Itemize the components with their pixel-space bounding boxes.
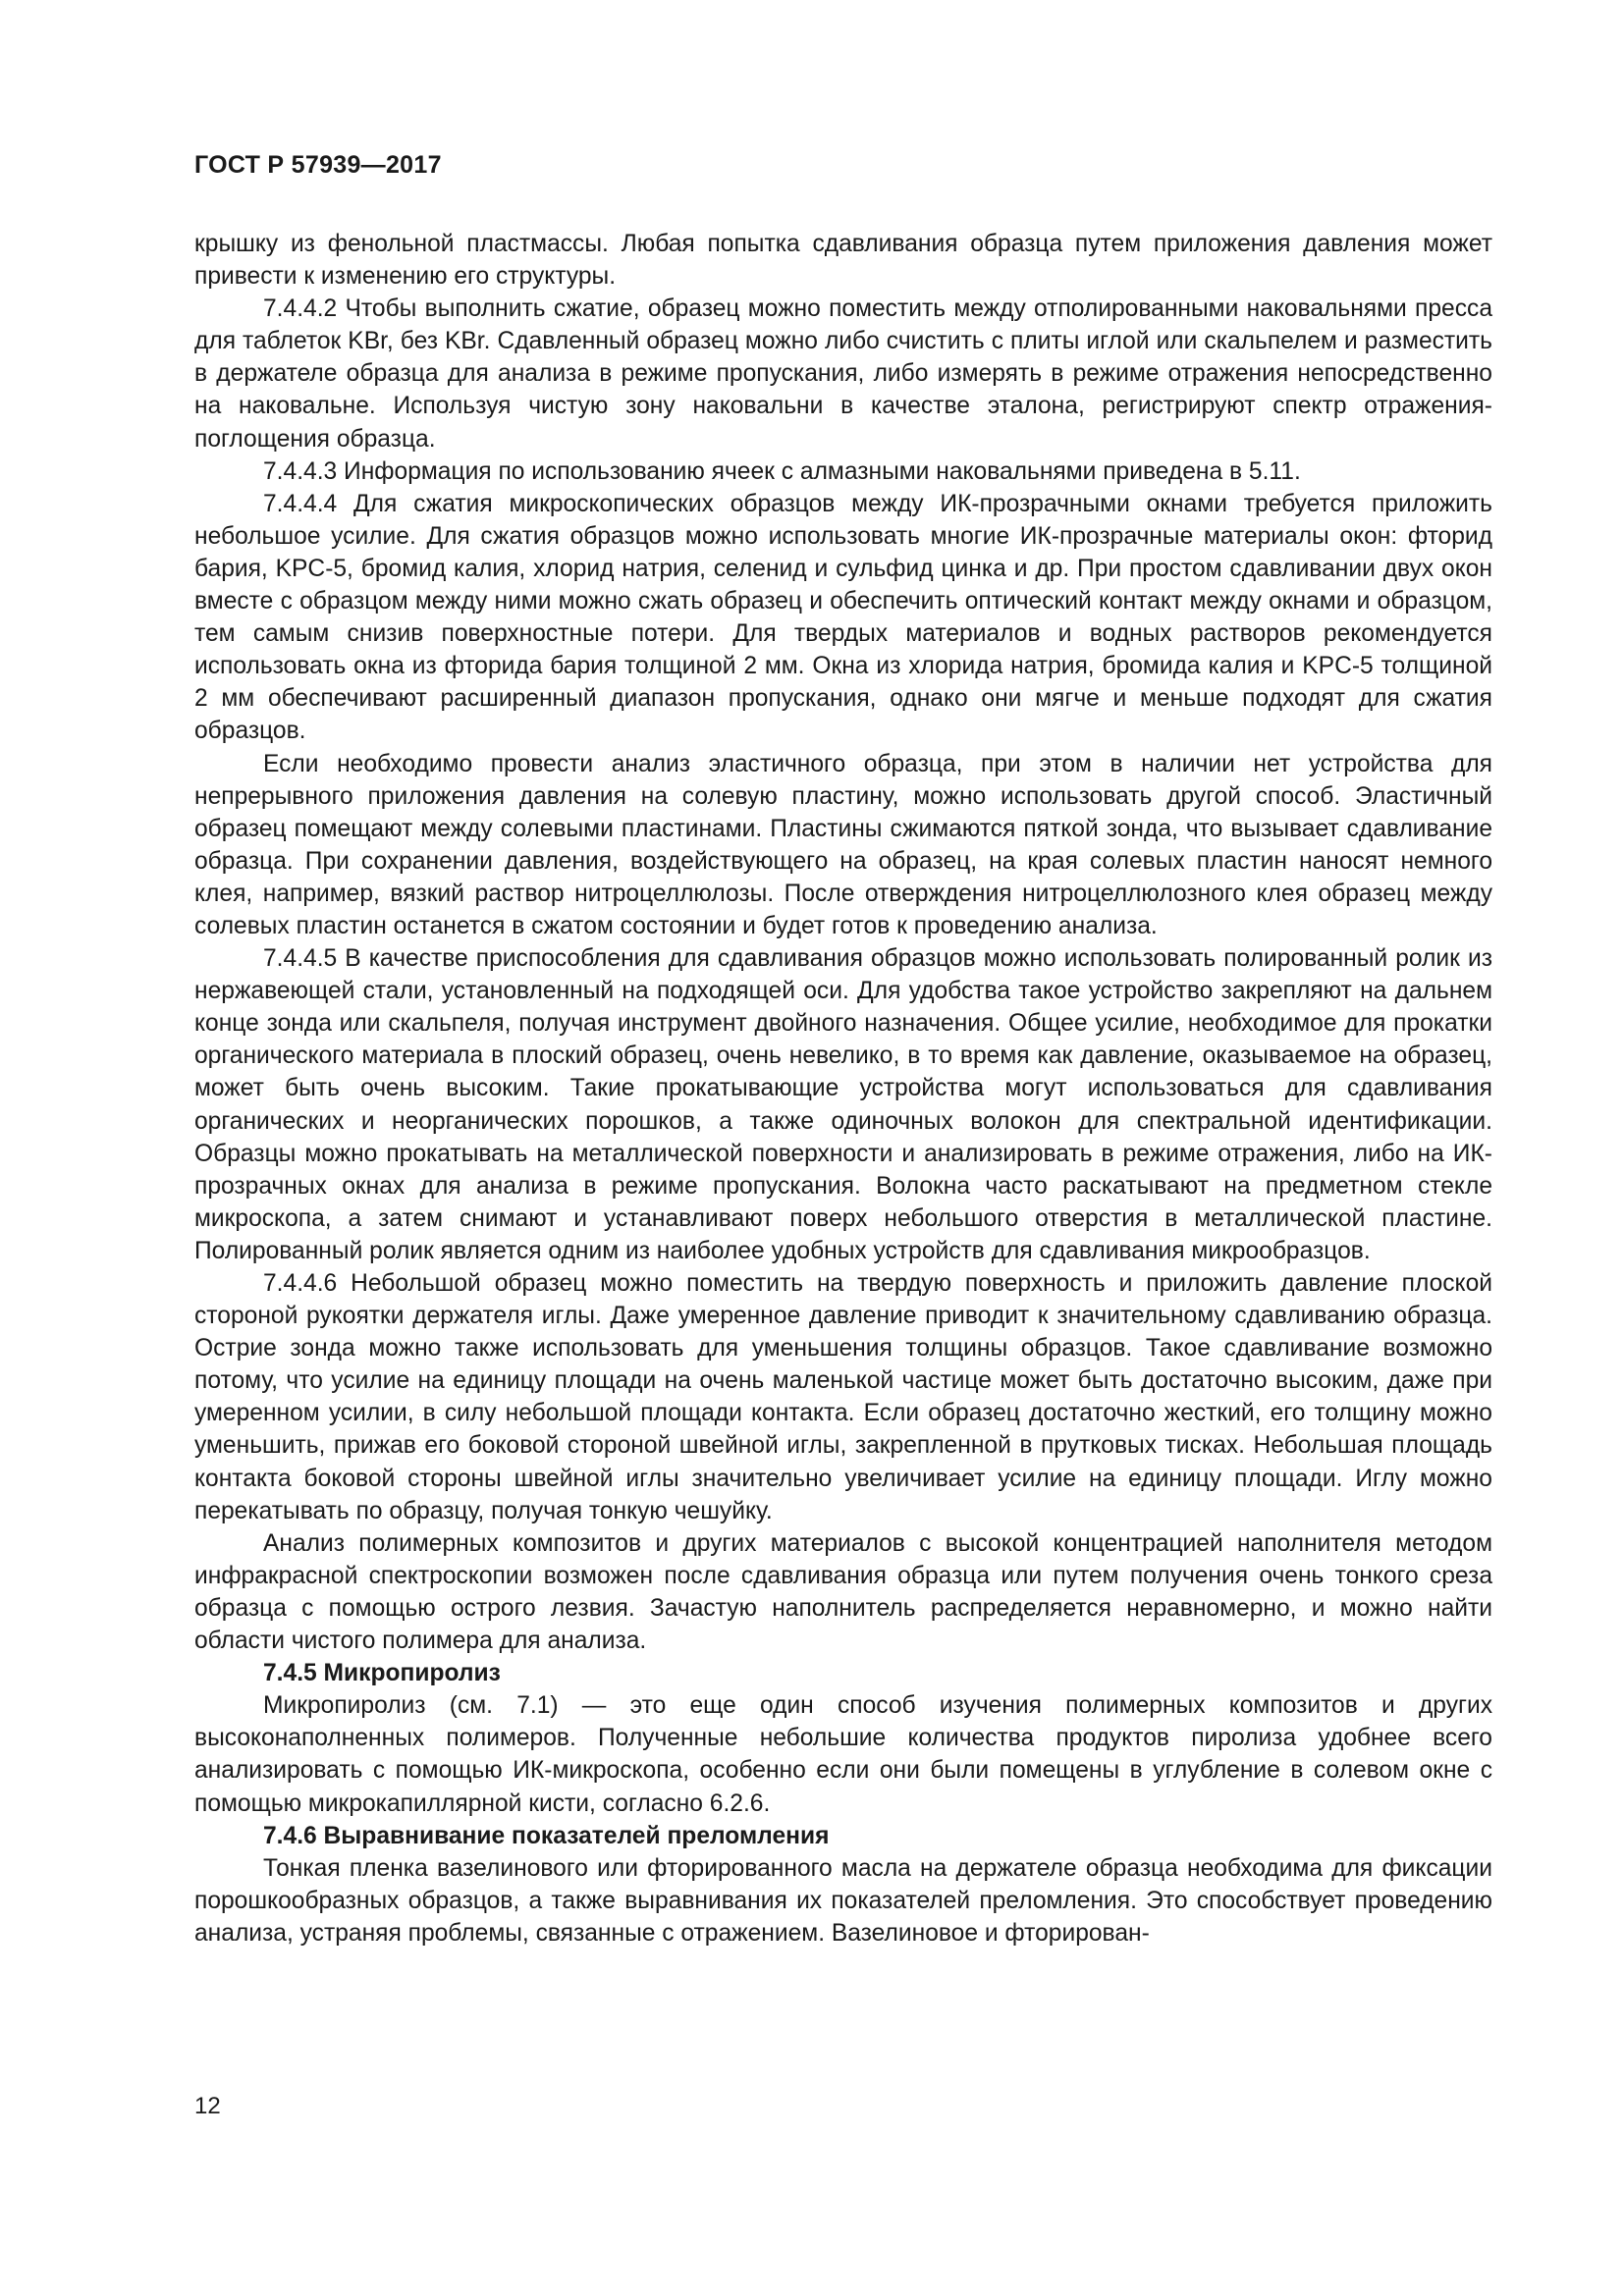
paragraph-7-4-4-3: 7.4.4.3 Информация по использованию ячеек с алмазными наковальнями приведена в 5.11.: [263, 457, 1301, 485]
document-header: ГОСТ Р 57939—2017: [194, 151, 442, 179]
paragraph-7-4-4-2: 7.4.4.2 Чтобы выполнить сжатие, образец можно поместить между отполированными наковальнями пресса для таблеток KBr, без KBr. Сдавленный образец можно либо счистить с плиты иглой или скальпелем и разместить в держателе образца для анализа в режиме пропускания, либо измерять в режиме отражения непосредственно на наковальне. Используя чистую зону наковальни в качестве эталона, регистрируют спектр отражения-поглощения образца.: [194, 295, 1492, 453]
section-heading-7-4-5: 7.4.5 Микропиролиз: [263, 1660, 501, 1687]
paragraph-7-4-4-5: 7.4.4.5 В качестве приспособления для сдавливания образцов можно использовать полированный ролик из нержавеющей стали, установленный на подходящей оси. Для удобства такое устройство закрепляют на дальнем конце зонда или скальпеля, получая инструмент двойного назначения. Общее усилие, необходимое для прокатки органического материала в плоский образец, очень невелико, в то время как давление, оказываемое на образец, может быть очень высоким. Такие прокатывающие устройства могут использоваться для сдавливания органических и неорганических порошков, а также одиночных волокон для спектральной идентификации. Образцы можно прокатывать на металлической поверхности и анализировать в режиме отражения, либо на ИК-прозрачных окнах для анализа в режиме пропускания. Волокна часто раскатывают на предметном стекле микроскопа, а затем снимают и устанавливают поверх небольшого отверстия в металлической пластине. Полированный ролик является одним из наиболее удобных устройств для сдавливания микрообразцов.: [194, 945, 1492, 1264]
page-number: 12: [194, 2093, 221, 2119]
paragraph-elastic-sample: Если необходимо провести анализ эластичного образца, при этом в наличии нет устройства для непрерывного приложения давления на солевую пластину, можно использовать другой способ. Эластичный образец помещают между солевыми пластинами. Пластины сжимаются пяткой зонда, что вызывает сдавливание образца. При сохранении давления, воздействующего на образец, на края солевых пластин наносят немного клея, например, вязкий раствор нитроцеллюлозы. После отверждения нитроцеллюлозного клея образец между солевых пластин останется в сжатом состоянии и будет готов к проведению анализа.: [194, 750, 1492, 939]
paragraph-refractive-index: Тонкая пленка вазелинового или фторированного масла на держателе образца необходима для фиксации порошкообразных образцов, а также выравнивания их показателей преломления. Это способствует проведению анализа, устраняя проблемы, связанные с отражением. Вазелиновое и фторирован-: [194, 1854, 1492, 1947]
paragraph-micropyrolysis: Микропиролиз (см. 7.1) — это еще один способ изучения полимерных композитов и других высоконаполненных полимеров. Полученные небольшие количества продуктов пиролиза удобнее всего анализировать с помощью ИК-микроскопа, особенно если они были помещены в углубление в солевом окне с помощью микрокапиллярной кисти, согласно 6.2.6.: [194, 1692, 1492, 1817]
paragraph-7-4-4-6: 7.4.4.6 Небольшой образец можно поместить на твердую поверхность и приложить давление плоской стороной рукоятки держателя иглы. Даже умеренное давление приводит к значительному сдавливанию образца. Острие зонда можно также использовать для уменьшения толщины образцов. Такое сдавливание возможно потому, что усилие на единицу площади на очень маленькой частице может быть достаточно высоким, даже при умеренном усилии, в силу небольшой площади контакта. Если образец достаточно жесткий, его толщину можно уменьшить, прижав его боковой стороной швейной иглы, закрепленной в прутковых тисках. Небольшая площадь контакта боковой стороны швейной иглы значительно увеличивает усилие на единицу площади. Иглу можно перекатывать по образцу, получая тонкую чешуйку.: [194, 1270, 1492, 1524]
document-body: [194, 228, 1492, 1949]
paragraph-polymer-composites: Анализ полимерных композитов и других материалов с высокой концентрацией наполнителя методом инфракрасной спектроскопии возможен после сдавливания образца или путем получения очень тонкого среза образца с помощью острого лезвия. Зачастую наполнитель распределяется неравномерно, и можно найти области чистого полимера для анализа.: [194, 1529, 1492, 1655]
paragraph-7-4-4-4: 7.4.4.4 Для сжатия микроскопических образцов между ИК-прозрачными окнами требуется приложить небольшое усилие. Для сжатия образцов можно использовать многие ИК-прозрачные материалы окон: фторид бария, KPC-5, бромид калия, хлорид натрия, селенид и сульфид цинка и др. При простом сдавливании двух окон вместе с образцом между ними можно сжать образец и обеспечить оптический контакт между окнами и образцом, тем самым снизив поверхностные потери. Для твердых материалов и водных растворов рекомендуется использовать окна из фторида бария толщиной 2 мм. Окна из хлорида натрия, бромида калия и KPC-5 толщиной 2 мм обеспечивают расширенный диапазон пропускания, однако они мягче и меньше подходят для сжатия образцов.: [194, 490, 1492, 745]
section-heading-7-4-6: 7.4.6 Выравнивание показателей преломления: [263, 1822, 830, 1849]
paragraph-continuation: крышку из фенольной пластмассы. Любая попытка сдавливания образца путем приложения давления может привести к изменению его структуры.: [194, 231, 1492, 291]
